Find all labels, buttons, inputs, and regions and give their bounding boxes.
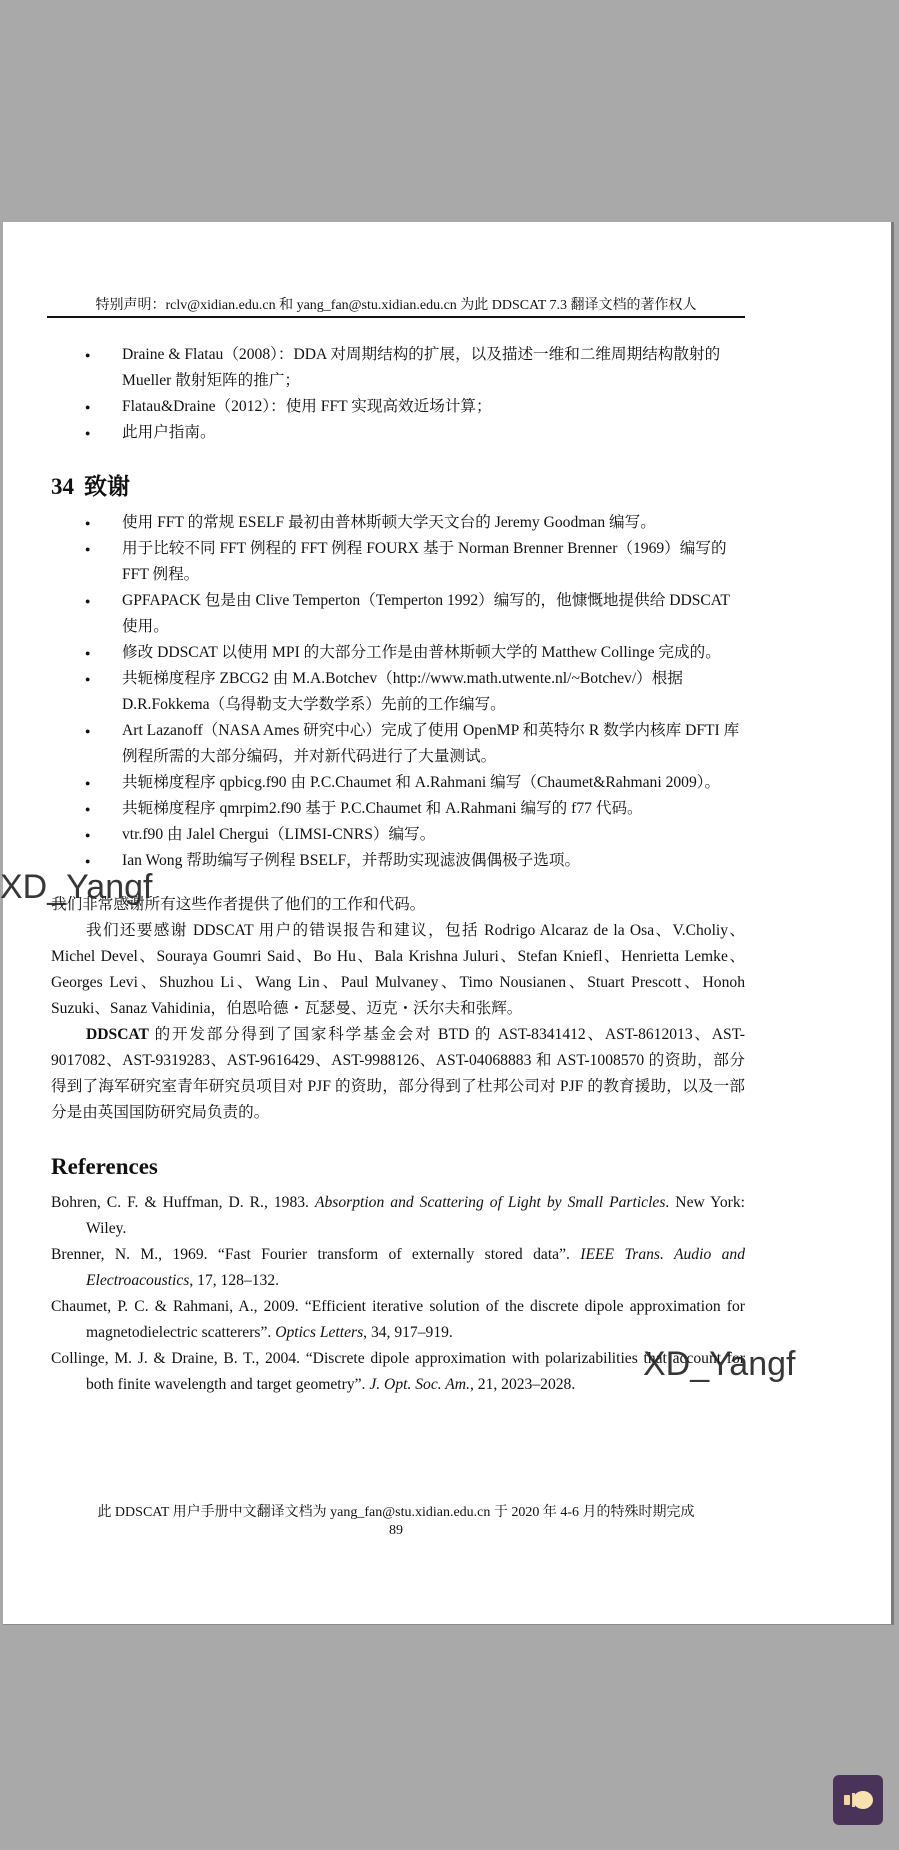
- lightbulb-icon: [833, 1775, 883, 1825]
- page-footer: [47, 1504, 745, 1540]
- thanks-paragraph: 我们非常感谢所有这些作者提供了他们的工作和代码。: [51, 896, 426, 913]
- document-page: [3, 222, 894, 1625]
- list-item: ● 用于比较不同 FFT 例程的 FFT 例程 FOURX 基于 Norman Brenner Brenner（1969）编写的 FFT 例程。: [51, 536, 745, 588]
- page-number: 89: [389, 1523, 403, 1538]
- funding-paragraph: [51, 1022, 745, 1126]
- users-paragraph: 我们还要感谢 DDSCAT 用户的错误报告和建议，包括 Rodrigo Alcaraz de la Osa、V.Choliy、Michel Devel、Souraya Goumri Said、Bo Hu、Bala Krishna Juluri、Stefan Kniefl、Henrietta Lemke、Georges Levi、Shuzhou Li、Wang Lin、Paul Mulvaney、Timo Nousianen、Stuart Prescott、Honoh Suzuki、Sanaz Vahidinia，伯恩哈德・瓦瑟曼、迈克・沃尔夫和张辉。: [51, 922, 745, 1017]
- list-item: ● 此用户指南。: [51, 420, 745, 446]
- top-bullet-list: [51, 342, 745, 446]
- list-item: ● Art Lazanoff（NASA Ames 研究中心）完成了使用 OpenMP 和英特尔 R 数学内核库 DFTI 库例程所需的大部分编码，并对新代码进行了大量测试。: [51, 718, 745, 770]
- funding-text: 的开发部分得到了国家科学基金会对 BTD 的 AST-8341412、AST-8612013、AST-9017082、AST-9319283、AST-9616429、AST-9988126、AST-04068883 和 AST-1008570 的资助，部分得到了海军研究室青年研究员项目对 PJF 的资助，部分得到了杜邦公司对 PJF 的教育援助，以及一部分是由英国国防研究局负责的。: [51, 1026, 745, 1121]
- list-item: ● 共轭梯度程序 qmrpim2.f90 基于 P.C.Chaumet 和 A.Rahmani 编写的 f77 代码。: [51, 796, 745, 822]
- references-heading: References: [51, 1154, 158, 1179]
- footer-note: 此 DDSCAT 用户手册中文翻译文档为 yang_fan@stu.xidian.edu.cn 于 2020 年 4-6 月的特殊时期完成: [97, 1505, 695, 1520]
- reference-item: Collinge, M. J. & Draine, B. T., 2004. “Discrete dipole approximation with polarizabilities that account for both finite wavelength and target geometry”. J. Opt. Soc. Am., 21, 2023–2028.: [51, 1350, 745, 1393]
- list-item: ● Flatau&Draine（2012）：使用 FFT 实现高效近场计算；: [51, 394, 745, 420]
- section-title: 致谢: [84, 474, 130, 499]
- list-item: ● 修改 DDSCAT 以使用 MPI 的大部分工作是由普林斯顿大学的 Matthew Collinge 完成的。: [51, 640, 745, 666]
- reference-item: Bohren, C. F. & Huffman, D. R., 1983. Absorption and Scattering of Light by Small Particles. New York: Wiley.: [51, 1194, 746, 1237]
- watermark: XD_Yangf: [0, 868, 153, 906]
- section-number: 34: [51, 474, 74, 499]
- reference-item: Brenner, N. M., 1969. “Fast Fourier transform of externally stored data”. IEEE Trans. Audio and Electroacoustics, 17, 128–132.: [51, 1246, 746, 1289]
- page-content: [51, 342, 745, 1398]
- reference-item: Chaumet, P. C. & Rahmani, A., 2009. “Efficient iterative solution of the discrete dipole approximation for magnetodielectric scatterers”. Optics Letters, 34, 917–919.: [51, 1298, 745, 1341]
- list-item: ● 使用 FFT 的常规 ESELF 最初由普林斯顿大学天文台的 Jeremy Goodman 编写。: [51, 510, 745, 536]
- list-item: ● Draine & Flatau（2008）：DDA 对周期结构的扩展，以及描述一维和二维周期结构散射的 Mueller 散射矩阵的推广；: [51, 342, 745, 394]
- list-item: ● 共轭梯度程序 qpbicg.f90 由 P.C.Chaumet 和 A.Rahmani 编写（Chaumet&Rahmani 2009）。: [51, 770, 745, 796]
- assistant-button[interactable]: [833, 1775, 883, 1825]
- section-heading: [51, 474, 745, 500]
- list-item: ● vtr.f90 由 Jalel Chergui（LIMSI-CNRS）编写。: [51, 822, 745, 848]
- ddscat-bold: DDSCAT: [86, 1026, 149, 1043]
- list-item: ● Ian Wong 帮助编写子例程 BSELF，并帮助实现滤波偶偶极子选项。: [51, 848, 745, 874]
- ack-bullet-list: [51, 510, 745, 874]
- watermark: XD_Yangf: [643, 1345, 796, 1383]
- list-item: ● GPFAPACK 包是由 Clive Temperton（Temperton 1992）编写的，他慷慨地提供给 DDSCAT 使用。: [51, 588, 745, 640]
- page-header: 特别声明：rclv@xidian.edu.cn 和 yang_fan@stu.xidian.edu.cn 为此 DDSCAT 7.3 翻译文档的著作权人: [47, 294, 745, 318]
- list-item: ● 共轭梯度程序 ZBCG2 由 M.A.Botchev（http://www.math.utwente.nl/~Botchev/）根据 D.R.Fokkema（乌得勒支大学数学系）先前的工作编写。: [51, 666, 745, 718]
